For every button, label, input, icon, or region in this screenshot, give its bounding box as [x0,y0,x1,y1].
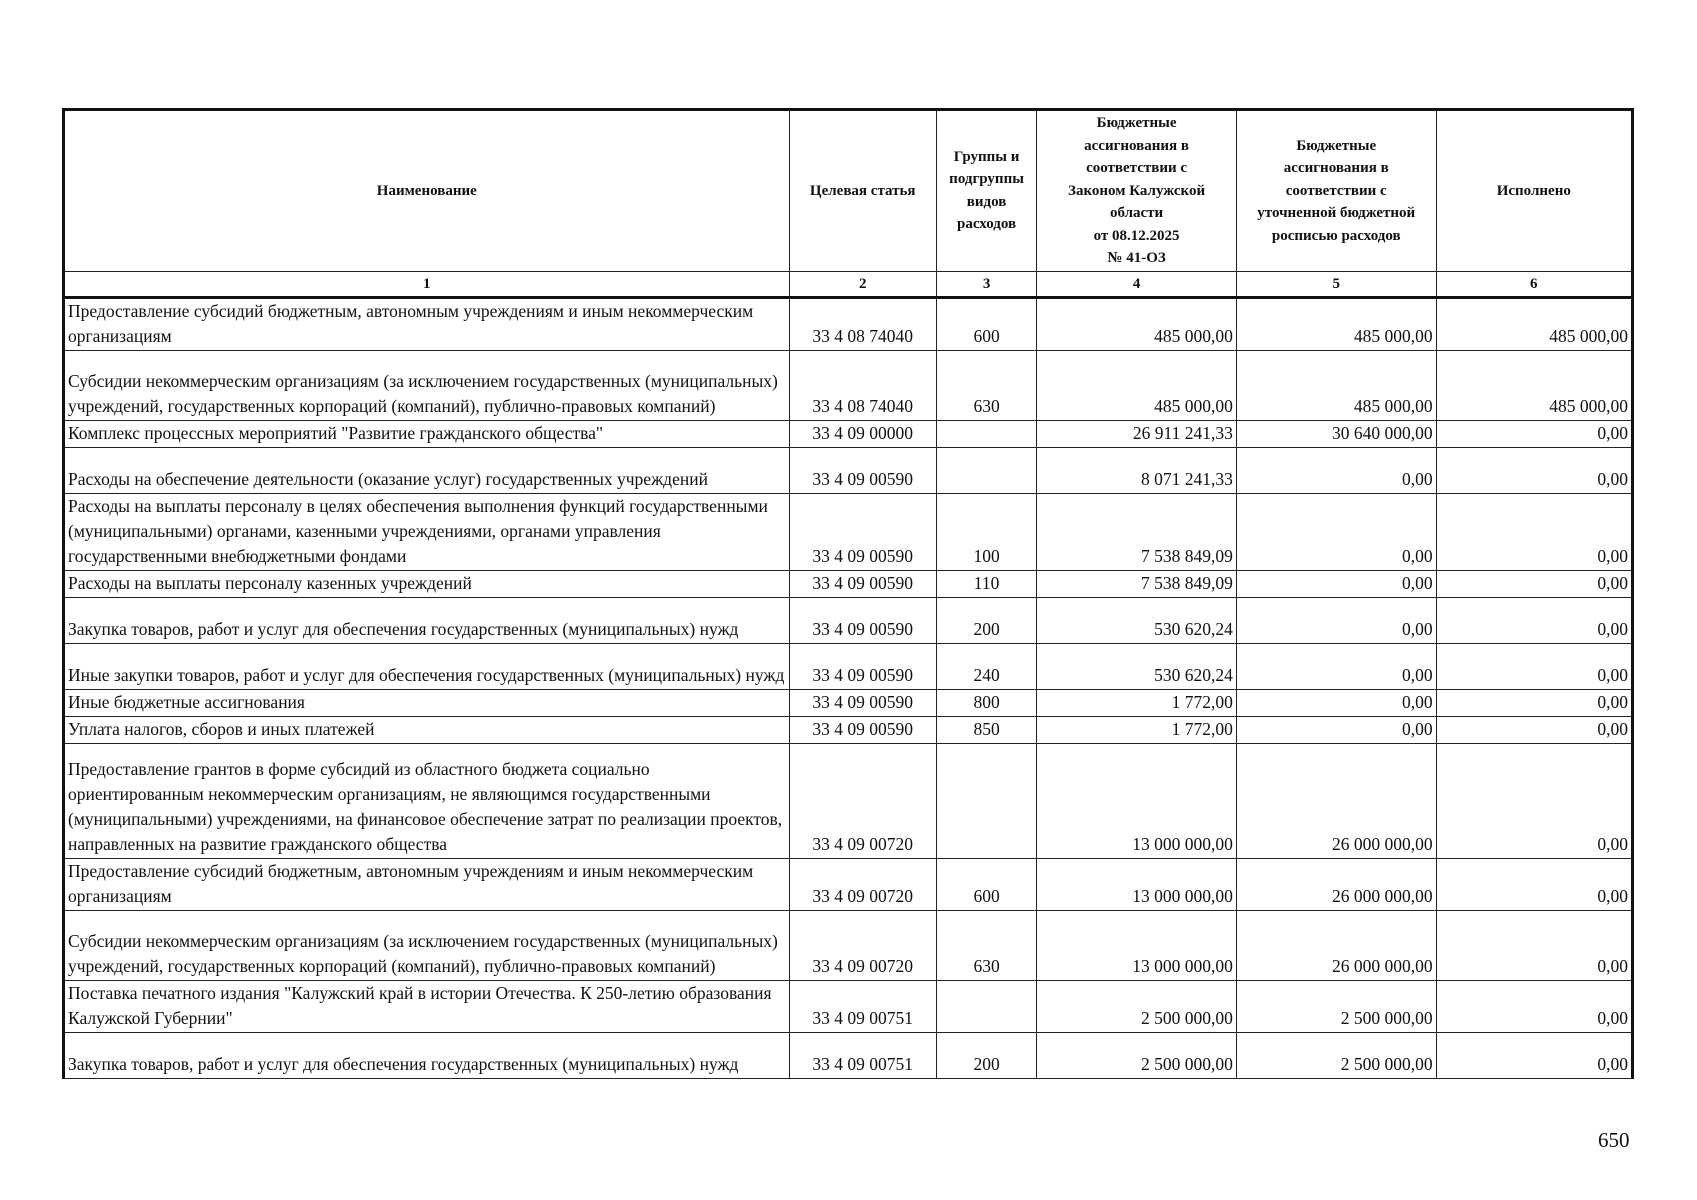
row-name: Предоставление субсидий бюджетным, автономным учреждениям и иным некоммерческим организациям [64,298,790,351]
row-refined-allocation: 0,00 [1236,494,1436,571]
row-expense-group: 110 [936,571,1036,598]
row-target-article: 33 4 09 00590 [789,717,936,744]
header-line: от 08.12.2025 [1093,227,1180,244]
table-row [64,298,1633,351]
table-row [64,690,1633,717]
row-target-article: 33 4 09 00590 [789,644,936,690]
row-refined-allocation: 485 000,00 [1236,351,1436,421]
row-expense-group: 200 [936,598,1036,644]
row-name: Иные закупки товаров, работ и услуг для обеспечения государственных (муниципальных) нужд [64,644,790,690]
header-name: Наименование [64,110,790,272]
row-target-article: 33 4 09 00751 [789,981,936,1033]
row-executed: 0,00 [1436,1033,1632,1079]
row-name: Закупка товаров, работ и услуг для обеспечения государственных (муниципальных) нужд [64,598,790,644]
row-target-article: 33 4 09 00720 [789,859,936,911]
table-body [64,298,1633,1079]
header-expense-groups [936,110,1036,272]
row-expense-group [936,744,1036,859]
row-name: Закупка товаров, работ и услуг для обеспечения государственных (муниципальных) нужд [64,1033,790,1079]
row-name: Поставка печатного издания "Калужский край в истории Отечества. К 250-летию образования Калужской Губернии" [64,981,790,1033]
row-name: Расходы на выплаты персоналу в целях обеспечения выполнения функций государственными (муниципальными) органами, казенными учреждениями, органами управления государственными внебюджетными фондами [64,494,790,571]
row-executed: 0,00 [1436,717,1632,744]
header-target-article: Целевая статья [789,110,936,272]
row-expense-group: 240 [936,644,1036,690]
row-refined-allocation: 26 000 000,00 [1236,859,1436,911]
row-law-allocation: 13 000 000,00 [1037,911,1237,981]
table-row [64,1033,1633,1079]
row-expense-group: 800 [936,690,1036,717]
row-law-allocation: 8 071 241,33 [1037,448,1237,494]
table-row [64,494,1633,571]
row-expense-group: 600 [936,298,1036,351]
row-target-article: 33 4 08 74040 [789,351,936,421]
column-number: 3 [936,271,1036,298]
table-row [64,981,1633,1033]
table-row [64,598,1633,644]
row-target-article: 33 4 09 00590 [789,598,936,644]
row-executed: 0,00 [1436,421,1632,448]
row-executed: 0,00 [1436,690,1632,717]
table-row [64,717,1633,744]
row-refined-allocation: 30 640 000,00 [1236,421,1436,448]
row-name: Комплекс процессных мероприятий "Развитие гражданского общества" [64,421,790,448]
row-law-allocation: 530 620,24 [1037,644,1237,690]
column-number-row [64,271,1633,298]
header-line: ассигнования в [1283,160,1389,176]
header-row [64,110,1633,272]
row-name: Субсидии некоммерческим организациям (за исключением государственных (муниципальных) учреждений, государственных корпораций (компаний), публично-правовых компаний) [64,911,790,981]
table-row [64,571,1633,598]
row-name: Иные бюджетные ассигнования [64,690,790,717]
row-name: Предоставление субсидий бюджетным, автономным учреждениям и иным некоммерческим организациям [64,859,790,911]
row-executed: 0,00 [1436,981,1632,1033]
row-name: Предоставление грантов в форме субсидий из областного бюджета социально ориентированным некоммерческим организациям, не являющимся государственными (муниципальными) учреждениями, на финансовое обеспечение затрат по реализации проектов, направленных на развитие гражданского общества [64,744,790,859]
row-expense-group: 100 [936,494,1036,571]
row-target-article: 33 4 09 00720 [789,744,936,859]
row-law-allocation: 485 000,00 [1037,298,1237,351]
row-law-allocation: 7 538 849,09 [1037,571,1237,598]
row-expense-group: 600 [936,859,1036,911]
row-refined-allocation: 0,00 [1236,598,1436,644]
column-number: 2 [789,271,936,298]
row-expense-group: 850 [936,717,1036,744]
row-law-allocation: 485 000,00 [1037,351,1237,421]
row-refined-allocation: 485 000,00 [1236,298,1436,351]
header-line: видов [966,193,1007,210]
header-line: соответствии с [1086,160,1188,176]
header-line: росписью расходов [1271,227,1401,244]
row-executed: 0,00 [1436,744,1632,859]
header-line: № 41-ОЗ [1107,250,1166,266]
header-executed: Исполнено [1436,110,1632,272]
row-refined-allocation: 0,00 [1236,690,1436,717]
row-law-allocation: 1 772,00 [1037,690,1237,717]
row-executed: 0,00 [1436,571,1632,598]
row-name: Расходы на обеспечение деятельности (оказание услуг) государственных учреждений [64,448,790,494]
row-target-article: 33 4 09 00590 [789,571,936,598]
header-refined-allocations [1236,110,1436,272]
header-line: Группы и [953,148,1020,165]
row-refined-allocation: 2 500 000,00 [1236,981,1436,1033]
row-expense-group: 630 [936,351,1036,421]
table-row [64,644,1633,690]
row-expense-group: 630 [936,911,1036,981]
row-expense-group: 200 [936,1033,1036,1079]
header-line: подгруппы [949,171,1024,188]
row-law-allocation: 1 772,00 [1037,717,1237,744]
header-law-allocations [1037,110,1237,272]
row-executed: 0,00 [1436,494,1632,571]
header-line: области [1109,205,1164,221]
row-target-article: 33 4 09 00590 [789,448,936,494]
page-number: 650 [1598,1128,1630,1152]
header-line: Законом Калужской [1068,182,1206,199]
row-executed: 0,00 [1436,859,1632,911]
row-expense-group [936,448,1036,494]
table-row [64,911,1633,981]
table-row [64,421,1633,448]
row-law-allocation: 2 500 000,00 [1037,1033,1237,1079]
row-target-article: 33 4 09 00720 [789,911,936,981]
column-number: 6 [1436,271,1632,298]
row-target-article: 33 4 09 00751 [789,1033,936,1079]
row-refined-allocation: 2 500 000,00 [1236,1033,1436,1079]
row-expense-group [936,981,1036,1033]
row-law-allocation: 7 538 849,09 [1037,494,1237,571]
row-target-article: 33 4 08 74040 [789,298,936,351]
table-row [64,859,1633,911]
row-law-allocation: 13 000 000,00 [1037,744,1237,859]
header-line: расходов [957,216,1017,233]
budget-table [62,108,1634,1079]
row-executed: 0,00 [1436,644,1632,690]
row-refined-allocation: 0,00 [1236,448,1436,494]
table-row [64,351,1633,421]
row-executed: 0,00 [1436,448,1632,494]
header-line: Бюджетные [1096,115,1177,131]
column-number: 4 [1037,271,1237,298]
column-number: 1 [64,271,790,298]
row-law-allocation: 13 000 000,00 [1037,859,1237,911]
row-law-allocation: 530 620,24 [1037,598,1237,644]
row-refined-allocation: 0,00 [1236,644,1436,690]
row-executed: 485 000,00 [1436,298,1632,351]
row-target-article: 33 4 09 00000 [789,421,936,448]
header-line: Бюджетные [1296,137,1377,154]
header-line: уточненной бюджетной [1257,205,1416,221]
table-row [64,448,1633,494]
row-name: Расходы на выплаты персоналу казенных учреждений [64,571,790,598]
row-expense-group [936,421,1036,448]
row-target-article: 33 4 09 00590 [789,690,936,717]
row-refined-allocation: 26 000 000,00 [1236,744,1436,859]
table-row [64,744,1633,859]
column-number: 5 [1236,271,1436,298]
row-executed: 485 000,00 [1436,351,1632,421]
row-name: Субсидии некоммерческим организациям (за исключением государственных (муниципальных) учреждений, государственных корпораций (компаний), публично-правовых компаний) [64,351,790,421]
header-line: соответствии с [1285,182,1387,199]
row-executed: 0,00 [1436,911,1632,981]
header-line: ассигнования в [1084,137,1190,154]
row-refined-allocation: 0,00 [1236,571,1436,598]
row-target-article: 33 4 09 00590 [789,494,936,571]
row-law-allocation: 2 500 000,00 [1037,981,1237,1033]
row-executed: 0,00 [1436,598,1632,644]
row-name: Уплата налогов, сборов и иных платежей [64,717,790,744]
row-law-allocation: 26 911 241,33 [1037,421,1237,448]
row-refined-allocation: 0,00 [1236,717,1436,744]
row-refined-allocation: 26 000 000,00 [1236,911,1436,981]
